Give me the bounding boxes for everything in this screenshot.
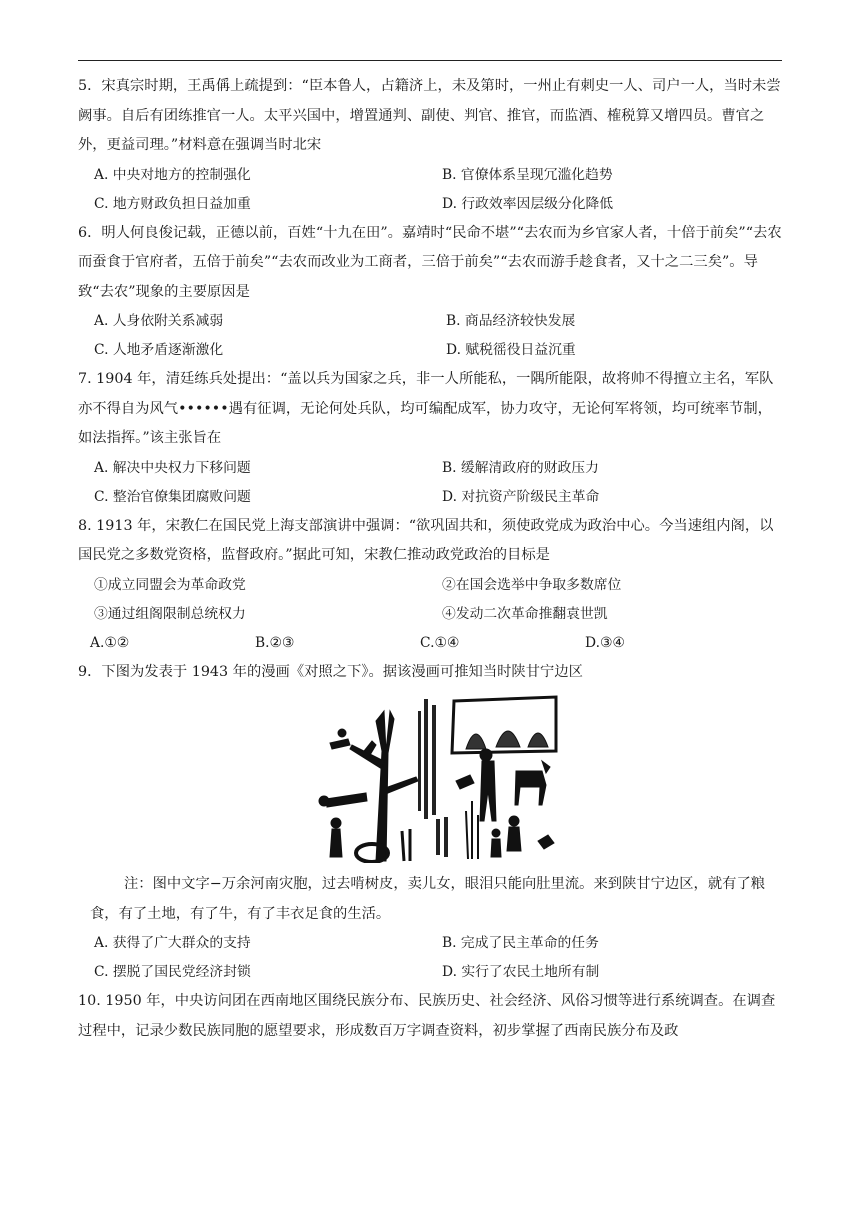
question-5-stem: 5．宋真宗时期，王禹偁上疏提到：“臣本鲁人，占籍济上，未及第时，一州止有刺史一人、司户一人，当时未尝阙事。自后有团练推官一人。太平兴国中，增置通判、副使、判官、推官，而监酒、榷税算又增四员。曹官之外，更益司理。”材料意在强调当时北宋 — [78, 78, 781, 153]
exam-page — [78, 72, 782, 1046]
option-c[interactable]: C. 人地矛盾逐渐激化 — [94, 342, 224, 358]
option-a[interactable]: A.①② — [90, 634, 130, 651]
option-d[interactable]: D. 行政效率因层级分化降低 — [442, 195, 614, 212]
question-8-items — [78, 571, 782, 629]
option-b[interactable]: B.②③ — [255, 634, 295, 651]
statement-1: ①成立同盟会为革命政党 — [94, 576, 246, 593]
question-10 — [78, 987, 782, 1046]
statement-4: ④发动二次革命推翻袁世凯 — [442, 605, 608, 622]
option-b[interactable]: B. 商品经济较快发展 — [446, 313, 576, 329]
question-7-options — [78, 454, 782, 512]
header-rule — [78, 60, 782, 61]
comic-note: 注：图中文字−万余河南灾胞，过去啃树皮，卖儿女，眼泪只能向肚里流。来到陕甘宁边区，就有了粮食，有了土地，有了牛，有了丰衣足食的生活。 — [90, 876, 766, 922]
option-a[interactable]: A. 人身依附关系减弱 — [94, 313, 224, 329]
question-8 — [78, 512, 782, 571]
option-b[interactable]: B. 官僚体系呈现冗滥化趋势 — [442, 166, 613, 183]
question-6 — [78, 219, 782, 308]
option-c[interactable]: C. 整治官僚集团腐败问题 — [94, 488, 251, 505]
question-6-stem: 6．明人何良俊记载，正德以前，百姓“十九在田”。嘉靖时“民命不堪”“去农而为乡官家人者，十倍于前矣”“去农而蚕食于官府者，五倍于前矣”“去农而改业为工商者，三倍于前矣”“去农而游手趁食者，又十之二三矣”。导致“去农”现象的主要原因是 — [78, 224, 782, 300]
question-7-stem: 7. 1904 年，清廷练兵处提出：“盖以兵为国家之兵，非一人所能私，一隅所能限，故将帅不得擅立主名，军队亦不得自为风气••••••遇有征调，无论何处兵队，均可编配成军，协力攻守，无论何军将领，均可统率节制，如法指挥。”该主张旨在 — [78, 371, 774, 446]
question-7 — [78, 365, 782, 454]
option-d[interactable]: D.③④ — [585, 634, 625, 651]
option-b[interactable]: B. 缓解清政府的财政压力 — [442, 459, 599, 476]
question-9-options — [78, 929, 782, 987]
option-d[interactable]: D. 实行了农民土地所有制 — [442, 964, 600, 980]
option-c[interactable]: C. 摆脱了国民党经济封锁 — [94, 964, 251, 980]
option-a[interactable]: A. 解决中央权力下移问题 — [94, 459, 251, 476]
option-c[interactable]: C.①④ — [420, 634, 460, 651]
option-d[interactable]: D. 赋税徭役日益沉重 — [446, 342, 576, 358]
question-6-options — [78, 307, 782, 365]
question-8-stem: 8. 1913 年，宋教仁在国民党上海支部演讲中强调：“欲巩固共和，须使政党成为政治中心。今当速组内阁，以国民党之多数党资格，监督政府。”据此可知，宋教仁推动政党政治的目标是 — [78, 517, 774, 563]
question-9 — [78, 658, 782, 688]
question-5-options — [78, 161, 782, 219]
comic-image — [306, 691, 558, 863]
option-b[interactable]: B. 完成了民主革命的任务 — [442, 935, 599, 951]
option-d[interactable]: D. 对抗资产阶级民主革命 — [442, 488, 600, 505]
statement-3: ③通过组阁限制总统权力 — [94, 605, 246, 622]
question-9-stem: 9．下图为发表于 1943 年的漫画《对照之下》。据该漫画可推知当时陕甘宁边区 — [78, 663, 583, 680]
option-a[interactable]: A. 获得了广大群众的支持 — [94, 935, 251, 951]
question-10-stem: 10. 1950 年，中央访问团在西南地区围绕民族分布、民族历史、社会经济、风俗习惯等进行系统调查。在调查过程中，记录少数民族同胞的愿望要求，形成数百万字调查资料，初步掌握了西南民族分布及政 — [78, 993, 776, 1039]
question-8-options — [78, 629, 782, 658]
comic-figure — [78, 687, 782, 867]
question-5 — [78, 72, 782, 161]
statement-2: ②在国会选举中争取多数席位 — [442, 576, 622, 593]
option-c[interactable]: C. 地方财政负担日益加重 — [94, 195, 251, 212]
option-a[interactable]: A. 中央对地方的控制强化 — [94, 166, 251, 183]
